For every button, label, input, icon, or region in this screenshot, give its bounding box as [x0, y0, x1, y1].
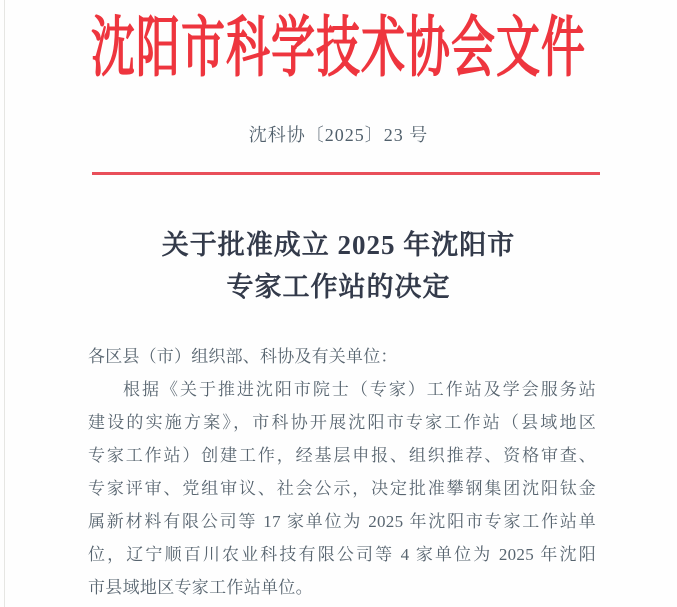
paragraph-line: 专家工作站）创建工作，经基层申报、组织推荐、资格审查、: [88, 446, 596, 465]
document-body: [88, 340, 596, 604]
document-title-line-1: 关于批准成立 2025 年沈阳市: [161, 230, 516, 260]
document-number: 沈科协〔2025〕23 号: [248, 125, 429, 145]
paragraph-line: 专家评审、党组审议、社会公示，决定批准攀钢集团沈阳钛金: [88, 479, 596, 498]
red-header-banner: [0, 11, 677, 85]
paragraph-line: 位，辽宁顺百川农业科技有限公司等 4 家单位为 2025 年沈阳: [88, 545, 596, 564]
paragraph-line: 市县域地区专家工作站单位。: [88, 578, 313, 597]
document-title: [0, 224, 677, 308]
paragraph-line: 根据《关于推进沈阳市院士（专家）工作站及学会服务站: [123, 380, 596, 399]
salutation-line: 各区县（市）组织部、科协及有关单位：: [88, 347, 398, 366]
paragraph-line: 属新材料有限公司等 17 家单位为 2025 年沈阳市专家工作站单: [88, 512, 596, 531]
issuing-authority-title: 沈阳市科学技术协会文件: [91, 11, 586, 85]
document-title-line-2: 专家工作站的决定: [226, 272, 451, 302]
red-divider-line: [92, 172, 600, 175]
paragraph-line: 建设的实施方案》，市科协开展沈阳市专家工作站（县域地区: [88, 413, 596, 432]
